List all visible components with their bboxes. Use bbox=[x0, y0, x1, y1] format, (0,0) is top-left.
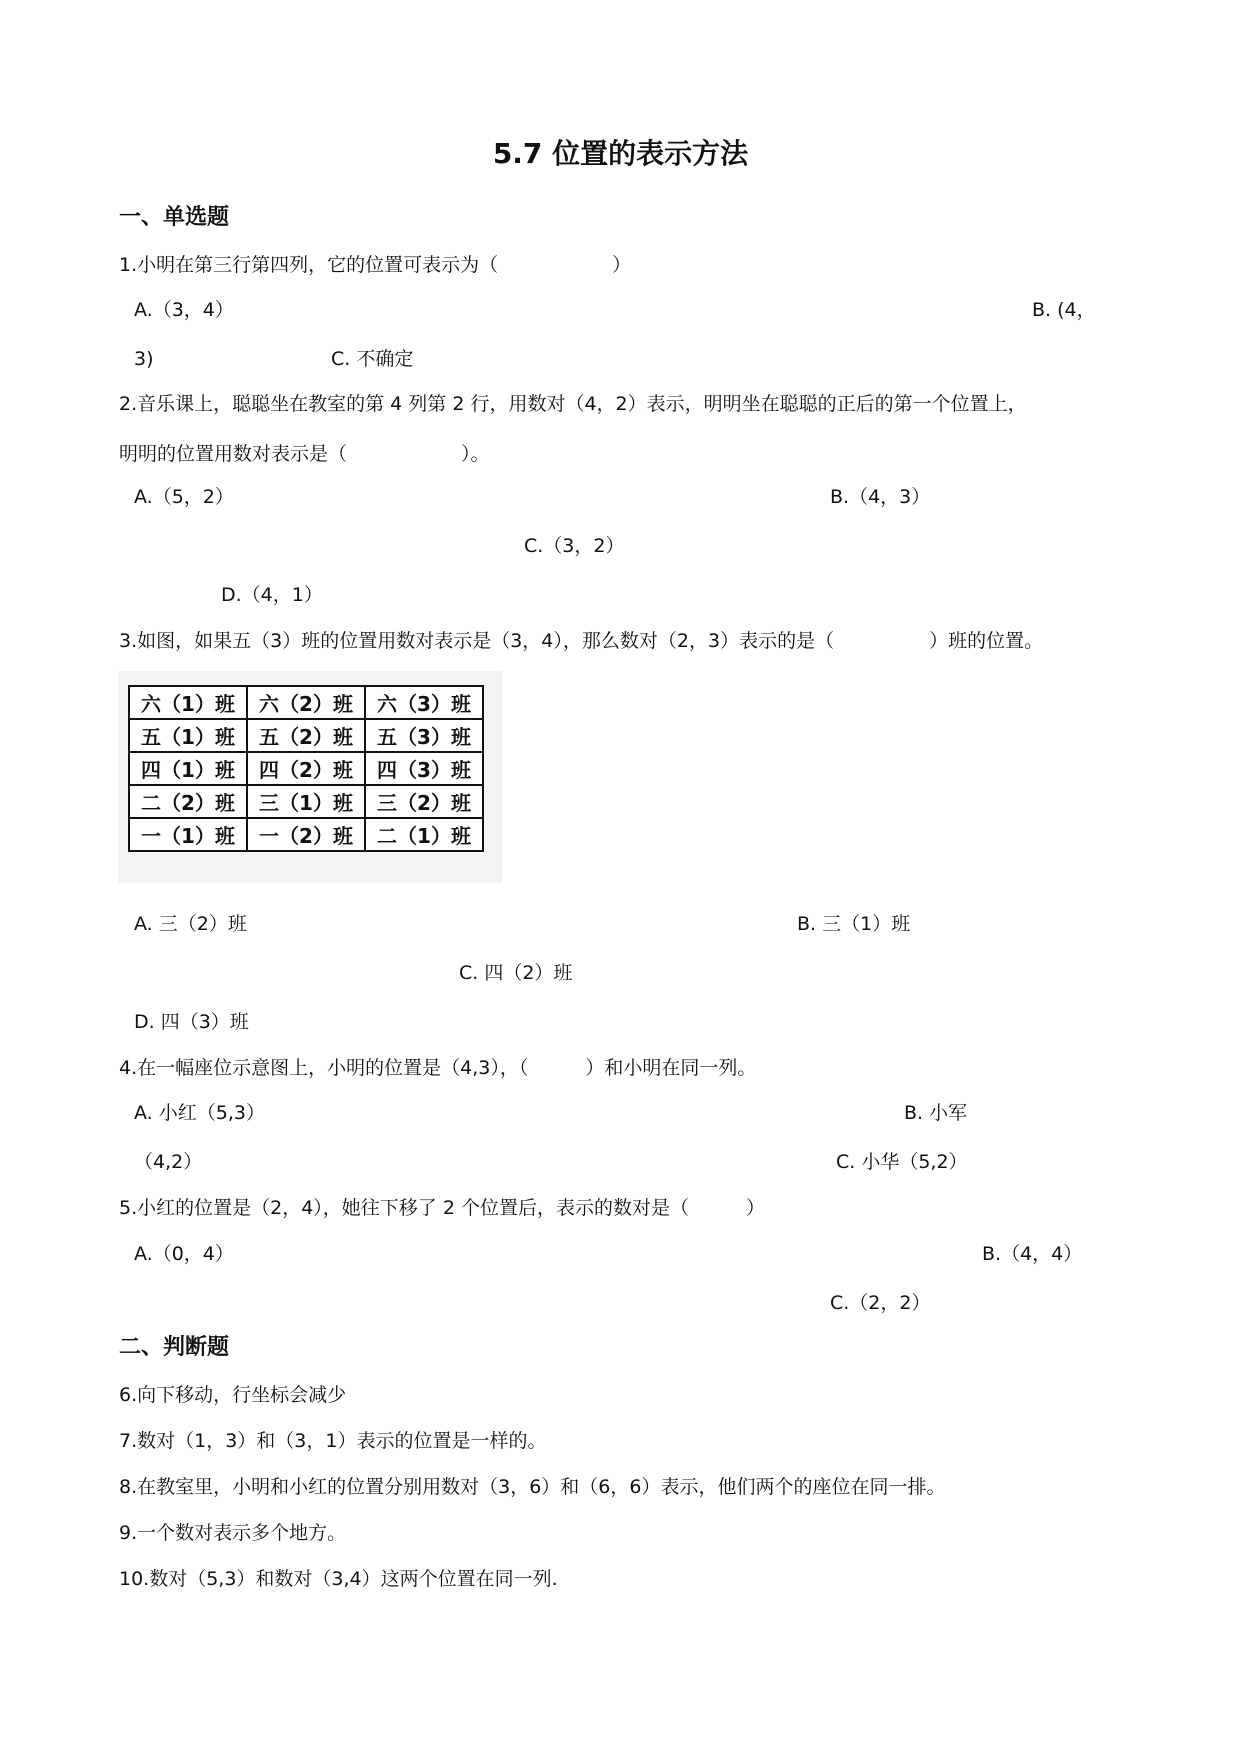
grid-cell: 五（2）班 bbox=[247, 719, 365, 752]
q3-option-a[interactable]: A. 三（2）班 bbox=[134, 913, 247, 935]
judge-item-6: 6.向下移动，行坐标会减少 bbox=[119, 1384, 347, 1406]
grid-cell: 二（2）班 bbox=[129, 785, 247, 818]
grid-cell: 六（3）班 bbox=[365, 686, 483, 719]
q5-option-a[interactable]: A.（0，4） bbox=[134, 1243, 234, 1265]
grid-cell: 一（2）班 bbox=[247, 818, 365, 851]
class-grid-table bbox=[128, 685, 484, 852]
q4-option-b-continued: （4,2） bbox=[134, 1151, 203, 1173]
grid-cell: 六（2）班 bbox=[247, 686, 365, 719]
q1-stem: 1.小明在第三行第四列，它的位置可表示为（ ） bbox=[119, 254, 632, 276]
q4-option-b[interactable]: B. 小军 bbox=[904, 1102, 968, 1124]
judge-item-7: 7.数对（1，3）和（3，1）表示的位置是一样的。 bbox=[119, 1430, 547, 1452]
grid-cell: 四（2）班 bbox=[247, 752, 365, 785]
page-title: 5.7 位置的表示方法 bbox=[492, 137, 749, 170]
q3-option-b[interactable]: B. 三（1）班 bbox=[797, 913, 911, 935]
q3-option-d[interactable]: D. 四（3）班 bbox=[134, 1011, 249, 1033]
class-position-figure bbox=[118, 671, 502, 883]
q4-option-a[interactable]: A. 小红（5,3） bbox=[134, 1102, 265, 1124]
q2-option-b[interactable]: B.（4，3） bbox=[830, 486, 931, 508]
q5-option-b[interactable]: B.（4，4） bbox=[982, 1243, 1083, 1265]
q3-option-c[interactable]: C. 四（2）班 bbox=[459, 962, 573, 984]
judge-item-9: 9.一个数对表示多个地方。 bbox=[119, 1522, 347, 1544]
grid-cell: 五（1）班 bbox=[129, 719, 247, 752]
q1-option-b-continued: 3) bbox=[134, 348, 154, 370]
judge-item-8: 8.在教室里，小明和小红的位置分别用数对（3，6）和（6，6）表示，他们两个的座位在同一排。 bbox=[119, 1476, 946, 1498]
q1-option-a[interactable]: A.（3，4） bbox=[134, 299, 234, 321]
section-heading-single-choice: 一、单选题 bbox=[119, 205, 230, 230]
grid-cell: 一（1）班 bbox=[129, 818, 247, 851]
q2-stem-line1: 2.音乐课上，聪聪坐在教室的第 4 列第 2 行，用数对（4，2）表示，明明坐在聪聪的正后的第一个位置上， bbox=[119, 393, 1027, 415]
grid-cell: 四（3）班 bbox=[365, 752, 483, 785]
q2-option-d[interactable]: D.（4，1） bbox=[221, 584, 323, 606]
grid-cell: 六（1）班 bbox=[129, 686, 247, 719]
q4-stem: 4.在一幅座位示意图上，小明的位置是（4,3），（ ）和小明在同一列。 bbox=[119, 1057, 757, 1079]
judge-item-10: 10.数对（5,3）和数对（3,4）这两个位置在同一列. bbox=[119, 1568, 558, 1590]
q3-stem: 3.如图，如果五（3）班的位置用数对表示是（3，4），那么数对（2，3）表示的是（ ）班的位置。 bbox=[119, 630, 1044, 652]
q5-option-c[interactable]: C.（2，2） bbox=[830, 1292, 931, 1314]
q2-stem-line2: 明明的位置用数对表示是（ ）。 bbox=[119, 443, 490, 465]
grid-cell: 三（1）班 bbox=[247, 785, 365, 818]
q2-option-a[interactable]: A.（5，2） bbox=[134, 486, 234, 508]
q1-option-b[interactable]: B. (4， bbox=[1032, 299, 1096, 321]
grid-cell: 四（1）班 bbox=[129, 752, 247, 785]
section-heading-true-false: 二、判断题 bbox=[119, 1335, 230, 1360]
q2-option-c[interactable]: C.（3，2） bbox=[524, 535, 625, 557]
grid-cell: 三（2）班 bbox=[365, 785, 483, 818]
q1-option-c[interactable]: C. 不确定 bbox=[331, 348, 414, 370]
q4-option-c[interactable]: C. 小华（5,2） bbox=[836, 1151, 968, 1173]
grid-cell: 五（3）班 bbox=[365, 719, 483, 752]
q5-stem: 5.小红的位置是（2，4），她往下移了 2 个位置后，表示的数对是（ ） bbox=[119, 1197, 765, 1219]
grid-cell: 二（1）班 bbox=[365, 818, 483, 851]
